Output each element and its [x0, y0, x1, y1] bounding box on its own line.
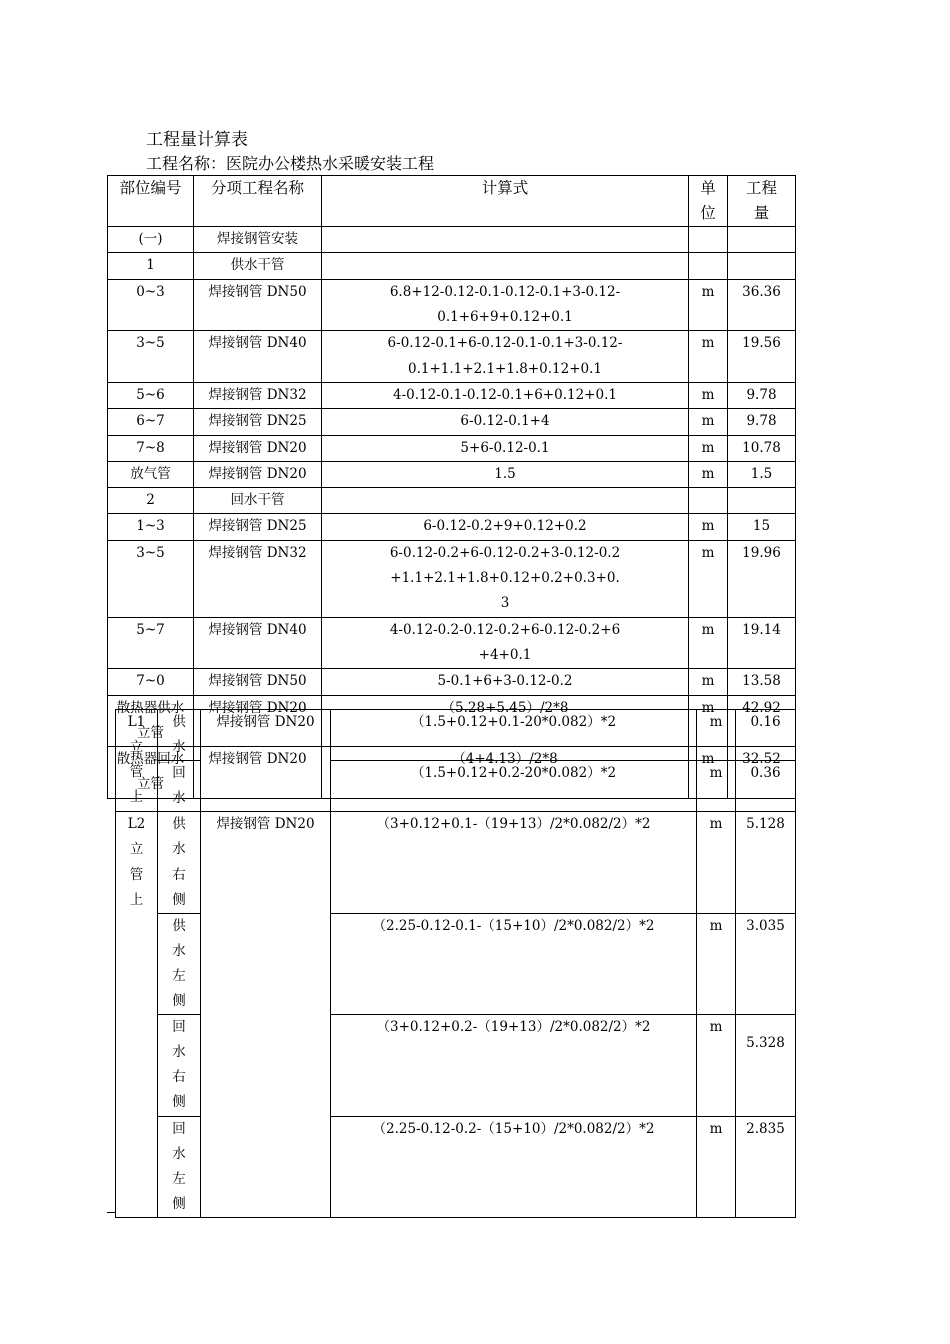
item-name-cell: 焊接钢管 DN25 [194, 514, 322, 540]
riser-formula: （1.5+0.12+0.1-20*0.082）*2 [331, 710, 697, 761]
quantity-cell [728, 253, 796, 279]
table-row [108, 253, 796, 279]
riser-quantity: 2.835 [736, 1116, 796, 1217]
riser-quantity: 0.16 [736, 710, 796, 761]
unit-cell [689, 253, 728, 279]
riser-sub-label: 供水右侧 [158, 812, 201, 913]
riser-quantity: 3.035 [736, 913, 796, 1014]
riser-unit: m [697, 1015, 736, 1116]
table-left-tick [107, 1212, 116, 1213]
part-cell: 5~6 [108, 382, 194, 408]
table-row [108, 540, 796, 617]
part-cell: (一) [108, 227, 194, 253]
table-row [108, 669, 796, 695]
part-cell: 放气管 [108, 461, 194, 487]
formula-cell: 6-0.12-0.1+6-0.12-0.1-0.1+3-0.12-0.1+1.1+2.1+1.8+0.12+0.1 [322, 331, 689, 383]
riser-formula: （3+0.12+0.2-（19+13）/2*0.082/2）*2 [331, 1015, 697, 1116]
riser-quantity: 5.128 [736, 812, 796, 913]
item-name-cell: 回水干管 [194, 488, 322, 514]
formula-cell: 6-0.12-0.2+6-0.12-0.2+3-0.12-0.2+1.1+2.1+1.8+0.12+0.2+0.3+0.3 [322, 540, 689, 617]
header-formula: 计算式 [322, 176, 689, 227]
item-name-cell: 焊接钢管 DN40 [194, 617, 322, 669]
part-cell: 散热器回水立管 [108, 747, 194, 799]
quantity-cell: 42.92 [728, 695, 796, 747]
part-cell: 6~7 [108, 409, 194, 435]
header-quantity: 工程量 [728, 176, 796, 227]
part-cell: 5~7 [108, 617, 194, 669]
table-row [108, 435, 796, 461]
item-name-cell: 焊接钢管 DN20 [194, 747, 322, 799]
item-name-cell: 焊接钢管 DN50 [194, 279, 322, 331]
unit-cell: m [689, 331, 728, 383]
item-name-cell: 供水干管 [194, 253, 322, 279]
quantity-cell: 10.78 [728, 435, 796, 461]
unit-cell: m [689, 279, 728, 331]
riser-formula: （2.25-0.12-0.2-（15+10）/2*0.082/2）*2 [331, 1116, 697, 1217]
part-cell: 0~3 [108, 279, 194, 331]
part-cell: 1 [108, 253, 194, 279]
header-item-name: 分项工程名称 [194, 176, 322, 227]
riser-unit: m [697, 812, 736, 913]
unit-cell: m [689, 540, 728, 617]
item-name-cell: 焊接钢管 DN40 [194, 331, 322, 383]
item-name-cell: 焊接钢管 DN25 [194, 409, 322, 435]
quantity-cell: 15 [728, 514, 796, 540]
project-name: 工程名称：医院办公楼热水采暖安装工程 [146, 154, 435, 173]
header-part-no: 部位编号 [108, 176, 194, 227]
quantity-cell: 13.58 [728, 669, 796, 695]
formula-cell: 6-0.12-0.1+4 [322, 409, 689, 435]
riser-formula: （2.25-0.12-0.1-（15+10）/2*0.082/2）*2 [331, 913, 697, 1014]
table-row [108, 382, 796, 408]
formula-cell: 5-0.1+6+3-0.12-0.2 [322, 669, 689, 695]
item-name-cell: 焊接钢管 DN32 [194, 382, 322, 408]
riser-unit: m [697, 1116, 736, 1217]
formula-cell: 1.5 [322, 461, 689, 487]
part-cell: 7~8 [108, 435, 194, 461]
part-cell: 7~0 [108, 669, 194, 695]
table-row [108, 617, 796, 669]
riser-table [115, 709, 796, 1218]
item-name-cell: 焊接钢管安装 [194, 227, 322, 253]
riser-sub-label: 回水左侧 [158, 1116, 201, 1217]
riser-unit: m [697, 710, 736, 761]
table-row [108, 227, 796, 253]
item-name-cell: 焊接钢管 DN50 [194, 669, 322, 695]
formula-cell [322, 488, 689, 514]
quantity-cell: 36.36 [728, 279, 796, 331]
unit-cell: m [689, 461, 728, 487]
quantity-cell: 19.56 [728, 331, 796, 383]
riser-l1-label: L1立管上 [116, 710, 158, 812]
riser-quantity: 5.328 [736, 1015, 796, 1116]
formula-cell: 6-0.12-0.2+9+0.12+0.2 [322, 514, 689, 540]
item-name-cell: 焊接钢管 DN20 [194, 695, 322, 747]
table-row [108, 488, 796, 514]
riser-sub-label: 供水左侧 [158, 913, 201, 1014]
part-cell: 1~3 [108, 514, 194, 540]
formula-cell: （4+4.13）/2*8 [322, 747, 689, 799]
unit-cell: m [689, 435, 728, 461]
riser-l2-label: L2立管上 [116, 812, 158, 1218]
riser-unit: m [697, 761, 736, 812]
part-cell: 3~5 [108, 540, 194, 617]
item-name-cell: 焊接钢管 DN20 [194, 461, 322, 487]
quantity-cell: 1.5 [728, 461, 796, 487]
unit-cell: m [689, 382, 728, 408]
formula-cell: 5+6-0.12-0.1 [322, 435, 689, 461]
unit-cell: m [689, 669, 728, 695]
riser-l2-item-name: 焊接钢管 DN20 [201, 812, 331, 1218]
quantity-cell [728, 488, 796, 514]
unit-cell: m [689, 747, 728, 799]
table-row [108, 461, 796, 487]
part-cell: 3~5 [108, 331, 194, 383]
unit-cell [689, 227, 728, 253]
formula-cell: 4-0.12-0.2-0.12-0.2+6-0.12-0.2+6+4+0.1 [322, 617, 689, 669]
page-title: 工程量计算表 [146, 130, 248, 150]
riser-formula: （3+0.12+0.1-（19+13）/2*0.082/2）*2 [331, 812, 697, 913]
header-unit: 单位 [689, 176, 728, 227]
quantity-cell: 19.96 [728, 540, 796, 617]
unit-cell: m [689, 514, 728, 540]
table-row [116, 710, 796, 761]
formula-cell: 4-0.12-0.1-0.12-0.1+6+0.12+0.1 [322, 382, 689, 408]
item-name-cell: 焊接钢管 DN20 [194, 435, 322, 461]
unit-cell [689, 488, 728, 514]
riser-sub-label: 回水右侧 [158, 1015, 201, 1116]
quantity-table [107, 175, 796, 799]
formula-cell [322, 227, 689, 253]
unit-cell: m [689, 409, 728, 435]
item-name-cell: 焊接钢管 DN32 [194, 540, 322, 617]
unit-cell: m [689, 617, 728, 669]
quantity-cell: 9.78 [728, 409, 796, 435]
formula-cell: 6.8+12-0.12-0.1-0.12-0.1+3-0.12-0.1+6+9+0.12+0.1 [322, 279, 689, 331]
table-row [116, 812, 796, 913]
table-row [108, 331, 796, 383]
quantity-cell: 19.14 [728, 617, 796, 669]
quantity-cell: 32.52 [728, 747, 796, 799]
riser-l1-item-name: 焊接钢管 DN20 [201, 710, 331, 812]
table-row [108, 409, 796, 435]
riser-unit: m [697, 913, 736, 1014]
part-cell: 2 [108, 488, 194, 514]
riser-formula: （1.5+0.12+0.2-20*0.082）*2 [331, 761, 697, 812]
formula-cell [322, 253, 689, 279]
table-row [108, 279, 796, 331]
part-cell: 散热器供水立管 [108, 695, 194, 747]
riser-sub-label: 回水 [158, 761, 201, 812]
quantity-cell: 9.78 [728, 382, 796, 408]
riser-sub-label: 供水 [158, 710, 201, 761]
unit-cell: m [689, 695, 728, 747]
riser-quantity: 0.36 [736, 761, 796, 812]
table-row [108, 514, 796, 540]
table-header-row [108, 176, 796, 227]
formula-cell: （5.28+5.45）/2*8 [322, 695, 689, 747]
quantity-cell [728, 227, 796, 253]
